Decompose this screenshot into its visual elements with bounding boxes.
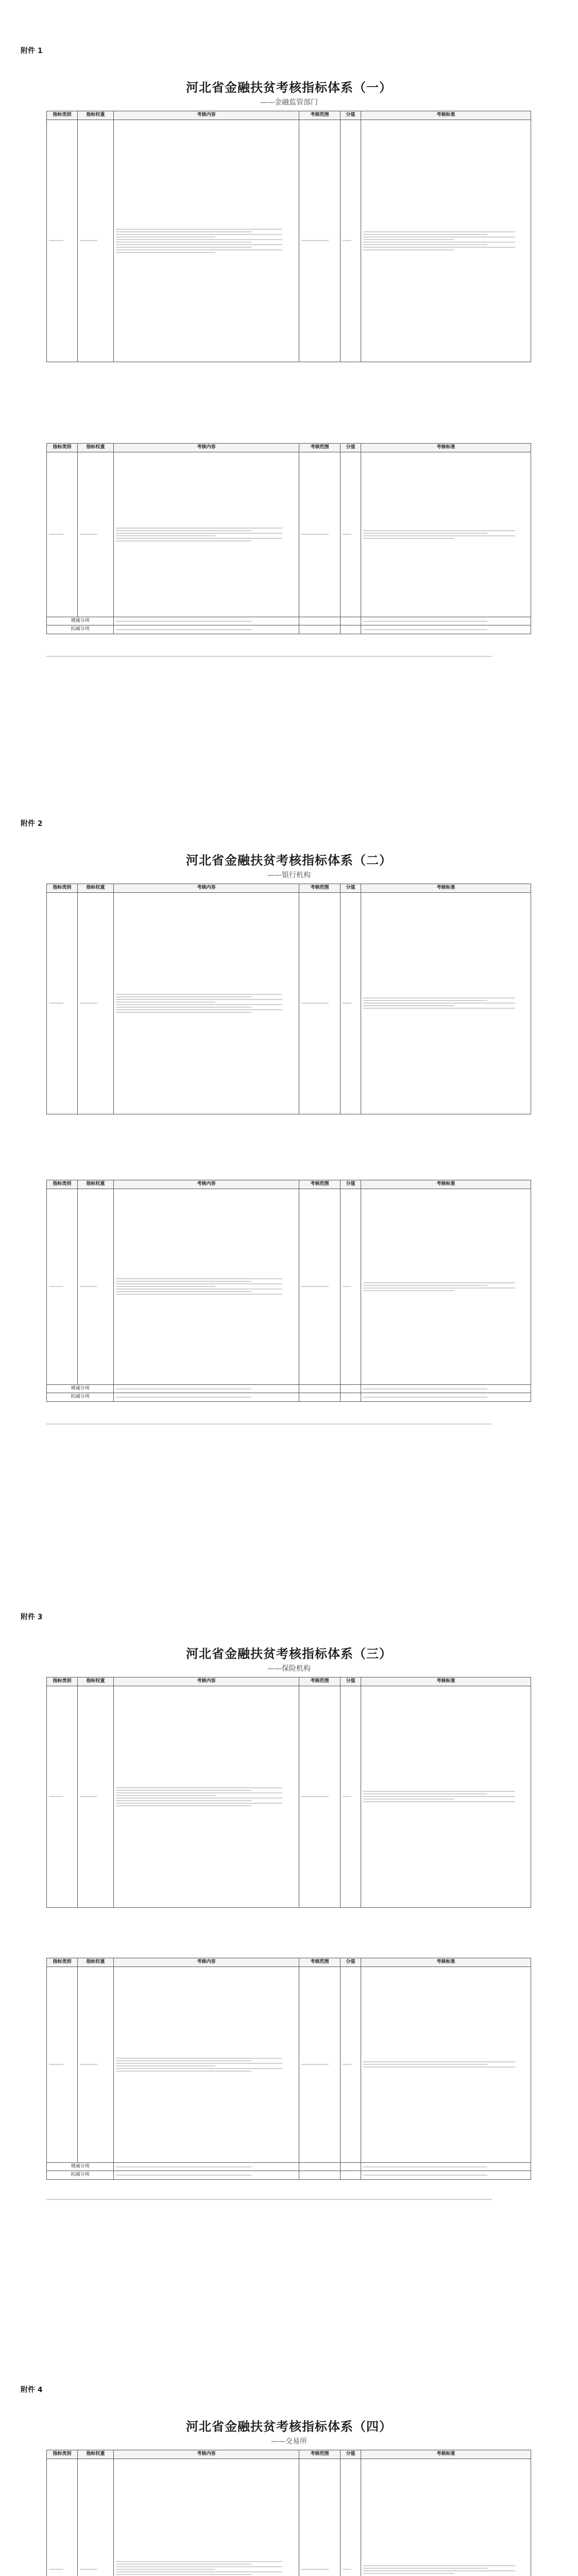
header-weight: 指标权重 <box>78 444 114 452</box>
indicator-table-continued <box>46 1958 531 2180</box>
content-cell <box>114 617 299 625</box>
penalty-label: 扣减分项 <box>47 2171 114 2180</box>
scope-cell <box>299 120 341 362</box>
header-content: 考核内容 <box>114 2450 299 2459</box>
scope-cell <box>299 1393 341 1402</box>
scope-cell <box>299 617 341 625</box>
content-cell <box>114 625 299 634</box>
scope-cell <box>299 452 341 617</box>
header-scope: 考核范围 <box>299 884 341 893</box>
content-cell <box>114 1967 299 2162</box>
score-cell <box>341 2459 361 2576</box>
bonus-label: 增减分项 <box>47 617 114 625</box>
content-cell <box>114 2459 299 2576</box>
category-cell <box>47 120 78 362</box>
indicator-table <box>46 111 531 362</box>
standard-cell <box>361 892 531 1114</box>
table-header-row <box>47 444 531 452</box>
score-cell <box>341 1189 361 1384</box>
score-cell <box>341 1384 361 1393</box>
table-header-row <box>47 111 531 120</box>
header-standard: 考核标准 <box>361 1677 531 1686</box>
standard-cell <box>361 1393 531 1402</box>
header-standard: 考核标准 <box>361 1180 531 1189</box>
scope-cell <box>299 2171 341 2180</box>
standard-cell <box>361 2459 531 2576</box>
attachment-label: 附件 2 <box>21 820 43 828</box>
weight-cell <box>78 2459 114 2576</box>
attachment-label: 附件 4 <box>21 2386 43 2394</box>
content-cell <box>114 452 299 617</box>
content-cell <box>114 1189 299 1384</box>
indicator-table <box>46 884 531 1114</box>
header-score: 分值 <box>341 1180 361 1189</box>
weight-cell <box>78 1686 114 1907</box>
attachment-label: 附件 3 <box>21 1613 43 1621</box>
standard-cell <box>361 617 531 625</box>
category-cell <box>47 892 78 1114</box>
scope-cell <box>299 1686 341 1907</box>
score-cell <box>341 2171 361 2180</box>
score-cell <box>341 1686 361 1907</box>
document-subtitle: ——金融监管部门 <box>260 98 318 107</box>
weight-cell <box>78 1967 114 2162</box>
bonus-label: 增减分项 <box>47 2162 114 2171</box>
document-title: 河北省金融扶贫考核指标体系（一） <box>186 80 392 95</box>
table-footnote <box>46 1422 531 1426</box>
table-header-row <box>47 1958 531 1967</box>
score-cell <box>341 1393 361 1402</box>
content-cell <box>114 1686 299 1907</box>
header-content: 考核内容 <box>114 444 299 452</box>
table-footnote <box>46 654 531 658</box>
bonus-row <box>47 1384 531 1393</box>
table-row <box>47 452 531 617</box>
weight-cell <box>78 1189 114 1384</box>
header-content: 考核内容 <box>114 1180 299 1189</box>
document-subtitle: ——交易所 <box>271 2437 307 2446</box>
header-score: 分值 <box>341 1958 361 1967</box>
content-cell <box>114 892 299 1114</box>
header-content: 考核内容 <box>114 1677 299 1686</box>
header-standard: 考核标准 <box>361 111 531 120</box>
header-category: 指标类别 <box>47 1677 78 1686</box>
header-weight: 指标权重 <box>78 1180 114 1189</box>
table-header-row <box>47 1180 531 1189</box>
indicator-table <box>46 2450 531 2576</box>
content-cell <box>114 2162 299 2171</box>
header-weight: 指标权重 <box>78 111 114 120</box>
penalty-row <box>47 1393 531 1402</box>
content-cell <box>114 2171 299 2180</box>
header-category: 指标类别 <box>47 1958 78 1967</box>
scope-cell <box>299 1189 341 1384</box>
header-category: 指标类别 <box>47 2450 78 2459</box>
content-cell <box>114 1384 299 1393</box>
header-score: 分值 <box>341 2450 361 2459</box>
table-header-row <box>47 2450 531 2459</box>
header-standard: 考核标准 <box>361 2450 531 2459</box>
weight-cell <box>78 120 114 362</box>
score-cell <box>341 625 361 634</box>
header-content: 考核内容 <box>114 884 299 893</box>
score-cell <box>341 120 361 362</box>
table-header-row <box>47 1677 531 1686</box>
scope-cell <box>299 1384 341 1393</box>
bonus-row <box>47 617 531 625</box>
standard-cell <box>361 1686 531 1907</box>
document-title: 河北省金融扶贫考核指标体系（二） <box>186 853 392 868</box>
table-row <box>47 1686 531 1907</box>
category-cell <box>47 1967 78 2162</box>
category-cell <box>47 1686 78 1907</box>
header-weight: 指标权重 <box>78 884 114 893</box>
header-scope: 考核范围 <box>299 2450 341 2459</box>
header-content: 考核内容 <box>114 111 299 120</box>
table-row <box>47 120 531 362</box>
category-cell <box>47 452 78 617</box>
document-title: 河北省金融扶贫考核指标体系（四） <box>186 2419 392 2434</box>
standard-cell <box>361 1189 531 1384</box>
header-content: 考核内容 <box>114 1958 299 1967</box>
content-cell <box>114 1393 299 1402</box>
header-standard: 考核标准 <box>361 444 531 452</box>
standard-cell <box>361 2162 531 2171</box>
scope-cell <box>299 2162 341 2171</box>
standard-cell <box>361 1967 531 2162</box>
standard-cell <box>361 1384 531 1393</box>
indicator-table-continued <box>46 1180 531 1402</box>
header-scope: 考核范围 <box>299 444 341 452</box>
bonus-row <box>47 2162 531 2171</box>
header-category: 指标类别 <box>47 884 78 893</box>
weight-cell <box>78 892 114 1114</box>
header-category: 指标类别 <box>47 111 78 120</box>
attachment-label: 附件 1 <box>21 47 43 55</box>
category-cell <box>47 2459 78 2576</box>
table-row <box>47 1967 531 2162</box>
score-cell <box>341 617 361 625</box>
scope-cell <box>299 1967 341 2162</box>
document-title: 河北省金融扶贫考核指标体系（三） <box>186 1646 392 1661</box>
table-row <box>47 892 531 1114</box>
standard-cell <box>361 120 531 362</box>
header-weight: 指标权重 <box>78 2450 114 2459</box>
header-standard: 考核标准 <box>361 1958 531 1967</box>
penalty-label: 扣减分项 <box>47 625 114 634</box>
scope-cell <box>299 625 341 634</box>
header-standard: 考核标准 <box>361 884 531 893</box>
table-header-row <box>47 884 531 893</box>
header-category: 指标类别 <box>47 444 78 452</box>
content-cell <box>114 120 299 362</box>
standard-cell <box>361 625 531 634</box>
weight-cell <box>78 452 114 617</box>
penalty-row <box>47 625 531 634</box>
score-cell <box>341 2162 361 2171</box>
header-scope: 考核范围 <box>299 111 341 120</box>
header-weight: 指标权重 <box>78 1677 114 1686</box>
header-score: 分值 <box>341 444 361 452</box>
scope-cell <box>299 892 341 1114</box>
header-scope: 考核范围 <box>299 1677 341 1686</box>
score-cell <box>341 892 361 1114</box>
header-category: 指标类别 <box>47 1180 78 1189</box>
penalty-label: 扣减分项 <box>47 1393 114 1402</box>
header-scope: 考核范围 <box>299 1958 341 1967</box>
standard-cell <box>361 2171 531 2180</box>
category-cell <box>47 1189 78 1384</box>
bonus-label: 增减分项 <box>47 1384 114 1393</box>
table-row <box>47 2459 531 2576</box>
document-subtitle: ——银行机构 <box>267 871 311 879</box>
table-footnote <box>46 2197 531 2201</box>
penalty-row <box>47 2171 531 2180</box>
header-score: 分值 <box>341 884 361 893</box>
document-subtitle: ——保险机构 <box>267 1665 311 1673</box>
header-weight: 指标权重 <box>78 1958 114 1967</box>
header-score: 分值 <box>341 111 361 120</box>
header-score: 分值 <box>341 1677 361 1686</box>
scope-cell <box>299 2459 341 2576</box>
indicator-table-continued <box>46 443 531 634</box>
table-row <box>47 1189 531 1384</box>
standard-cell <box>361 452 531 617</box>
score-cell <box>341 452 361 617</box>
header-scope: 考核范围 <box>299 1180 341 1189</box>
indicator-table <box>46 1677 531 1908</box>
score-cell <box>341 1967 361 2162</box>
